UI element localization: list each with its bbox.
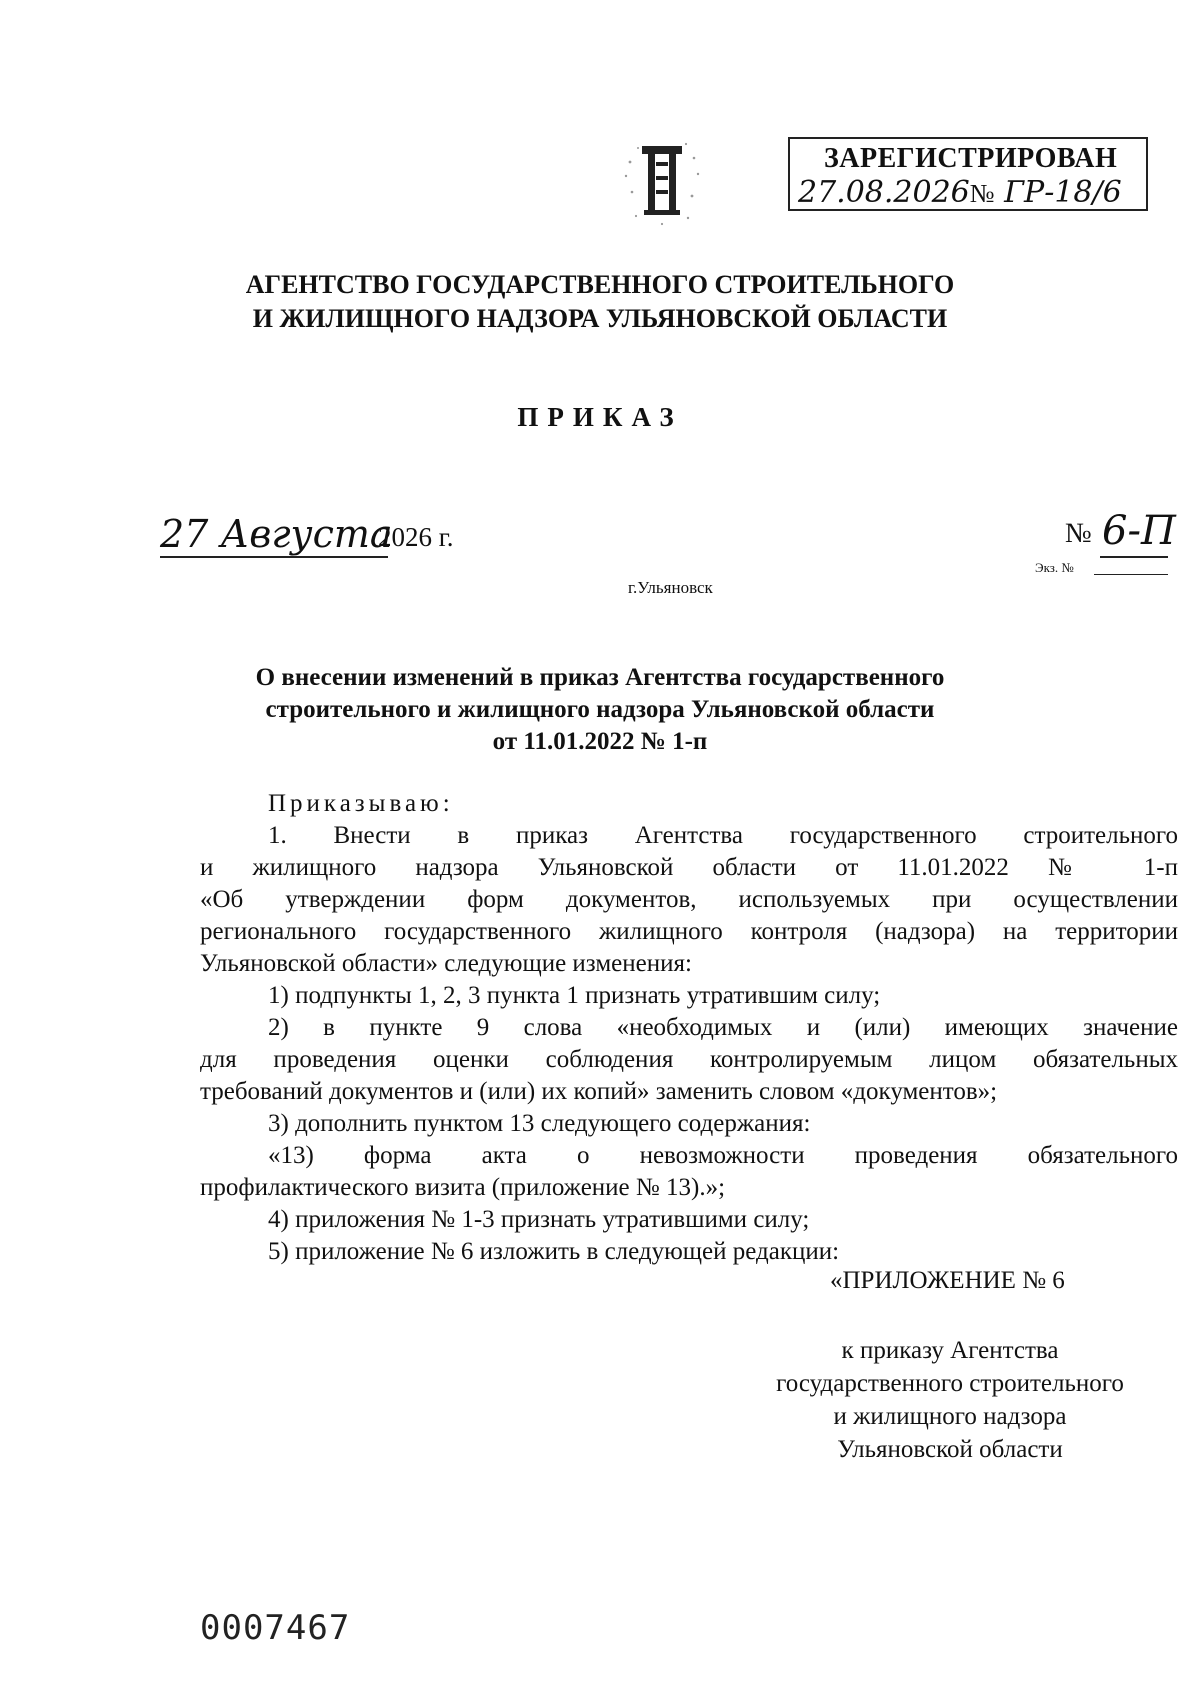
appendix-reference <box>720 1334 1180 1466</box>
form-serial-number: 0007467 <box>200 1608 351 1648</box>
agency-heading-line: И ЖИЛИЩНОГО НАДЗОРА УЛЬЯНОВСКОЙ ОБЛАСТИ <box>252 304 948 333</box>
coat-of-arms-emblem <box>612 132 712 232</box>
order-subject <box>200 662 1000 758</box>
subitem-3-quote-line: «13) форма акта о невозможности проведения обязательного <box>268 1142 1178 1169</box>
appendix-reference-line: и жилищного надзора <box>833 1403 1067 1430</box>
subitem-3-quote-line: профилактического визита (приложение № 13).»; <box>200 1174 726 1201</box>
document-title: ПРИКАЗ <box>517 402 683 432</box>
subitem-3: 3) дополнить пунктом 13 следующего содержания: <box>268 1110 811 1137</box>
appendix-reference-line: к приказу Агентства <box>841 1337 1059 1364</box>
order-number-sign: № <box>1065 518 1092 549</box>
item-1-line: и жилищного надзора Ульяновской области от 11.01.2022 № 1-п <box>200 854 1178 881</box>
agency-heading <box>200 268 1000 336</box>
stamp-number-sign: № <box>969 179 995 208</box>
copy-number-underline <box>1094 574 1168 575</box>
order-number-underline <box>1100 556 1168 558</box>
agency-heading-line: АГЕНТСТВО ГОСУДАРСТВЕННОГО СТРОИТЕЛЬНОГО <box>245 270 955 299</box>
date-year: 2026 г. <box>378 522 454 552</box>
item-1-line: «Об утверждении форм документов, используемых при осуществлении <box>200 886 1178 913</box>
subitem-2-line: 2) в пункте 9 слова «необходимых и (или) имеющих значение <box>268 1014 1178 1041</box>
registration-stamp <box>788 137 1148 211</box>
subitem-5: 5) приложение № 6 изложить в следующей редакции: <box>268 1238 840 1265</box>
item-1-line: 1. Внести в приказ Агентства государственного строительного <box>268 822 1178 849</box>
stamp-date: 27.08.2026 <box>798 175 970 210</box>
appendix-reference-line: Ульяновской области <box>837 1436 1063 1463</box>
order-subject-line: от 11.01.2022 № 1-п <box>492 728 708 755</box>
order-subject-line: строительного и жилищного надзора Ульяновской области <box>265 696 935 723</box>
appendix-reference-line: государственного строительного <box>776 1370 1124 1397</box>
date-underline <box>160 556 388 558</box>
item-1-line: регионального государственного жилищного контроля (надзора) на территории <box>200 918 1178 945</box>
appendix-title: «ПРИЛОЖЕНИЕ № 6 <box>830 1267 1065 1294</box>
copy-number-label: Экз. № <box>1035 560 1074 575</box>
order-number: 6-П <box>1102 508 1176 554</box>
subitem-2-line: для проведения оценки соблюдения контролируемым лицом обязательных <box>200 1046 1178 1073</box>
order-word: Приказываю: <box>268 790 454 817</box>
handwritten-date: 27 Августа <box>160 512 393 556</box>
city-name: г.Ульяновск <box>628 578 713 597</box>
subitem-2-line: требований документов и (или) их копий» заменить словом «документов»; <box>200 1078 998 1105</box>
subitem-4: 4) приложения № 1-3 признать утратившими силу; <box>268 1206 810 1233</box>
stamp-number: ГР-18/6 <box>1004 175 1122 210</box>
subitem-1: 1) подпункты 1, 2, 3 пункта 1 признать утратившим силу; <box>268 982 881 1009</box>
item-1-line: Ульяновской области» следующие изменения: <box>200 950 692 977</box>
order-subject-line: О внесении изменений в приказ Агентства государственного <box>255 664 945 691</box>
stamp-registration-line <box>798 175 1122 210</box>
stamp-title: ЗАРЕГИСТРИРОВАН <box>824 143 1118 174</box>
